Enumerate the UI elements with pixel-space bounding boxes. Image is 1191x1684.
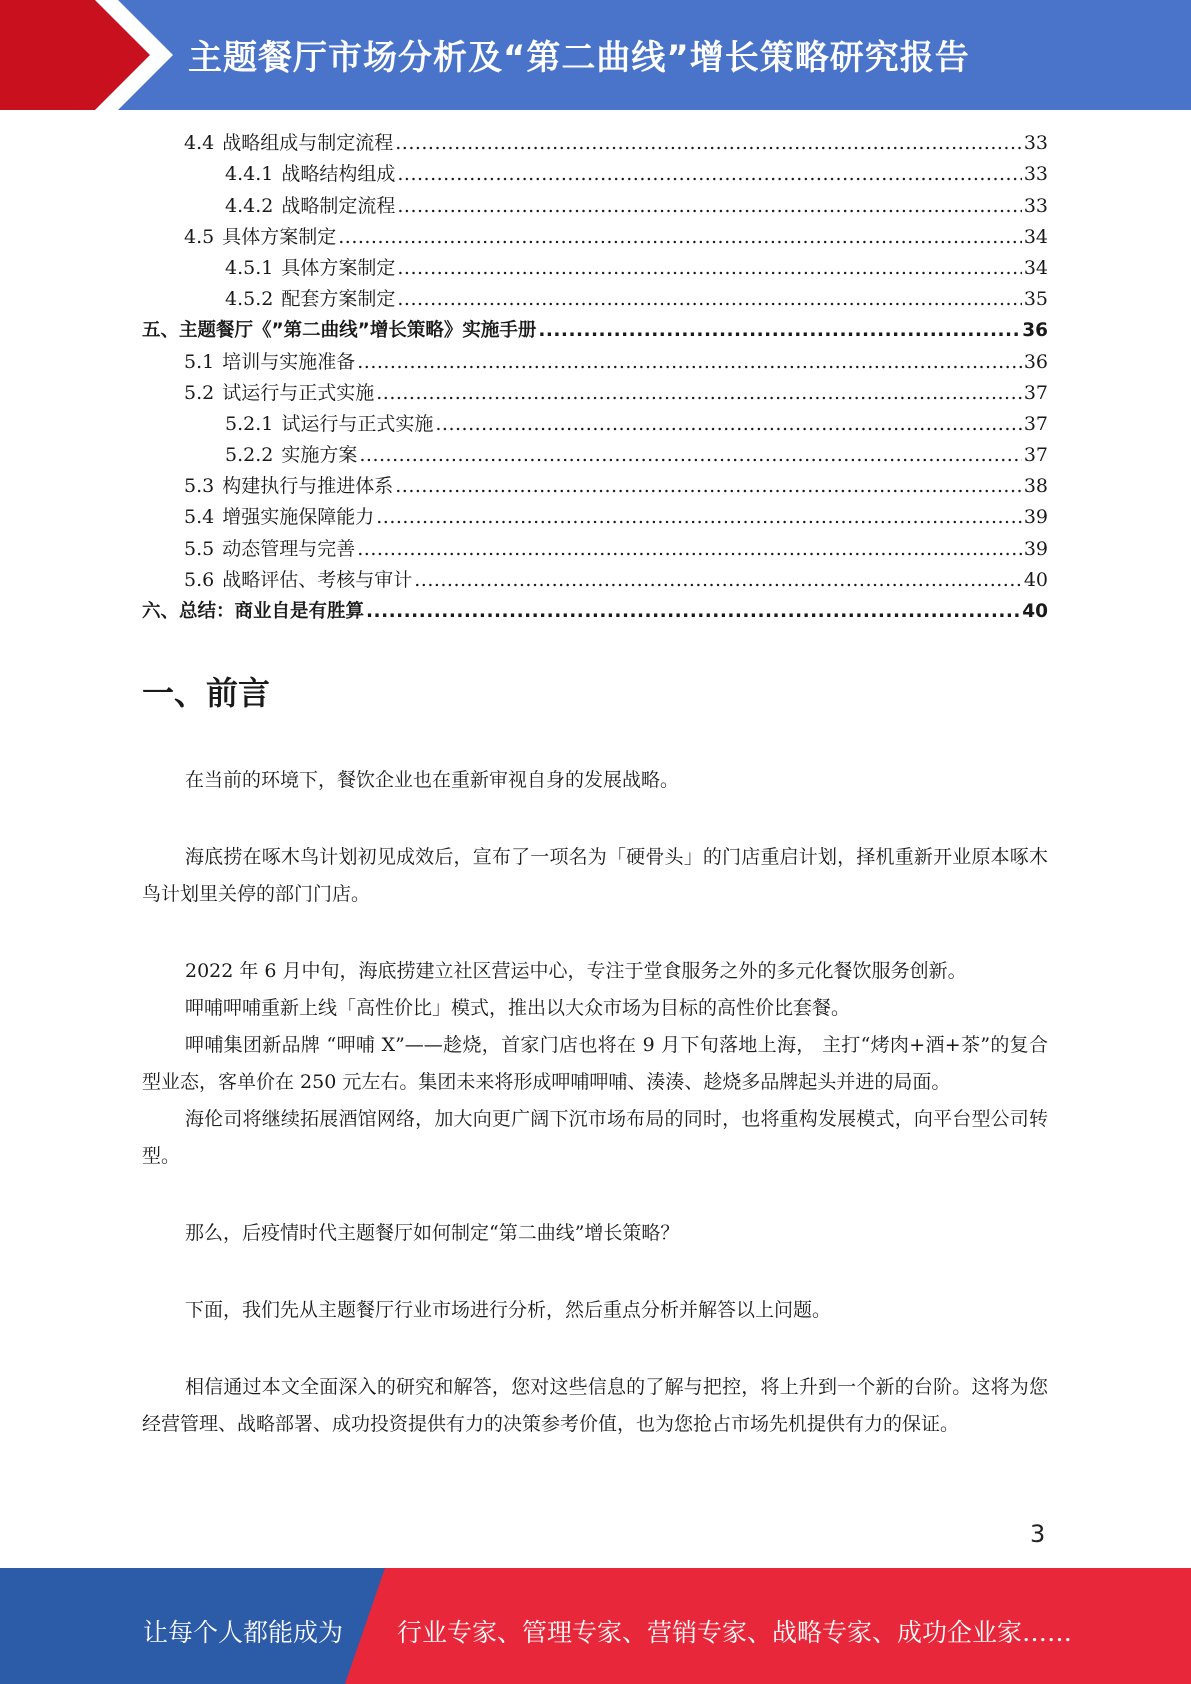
- toc-leader-dots: [538, 315, 1020, 346]
- toc-entry-title: 构建执行与推进体系: [222, 475, 394, 498]
- toc-leader-dots: [376, 378, 1022, 409]
- toc-entry-page: 39: [1023, 537, 1048, 560]
- toc-entry-page: 37: [1023, 444, 1048, 467]
- toc-entry-number: 5.4: [184, 506, 215, 529]
- toc-entry[interactable]: [142, 346, 1048, 377]
- toc-entry-number: 4.4: [184, 132, 215, 155]
- toc-entry[interactable]: [142, 315, 1048, 346]
- toc-entry-number: 5.6: [184, 568, 215, 591]
- page-footer: [0, 1568, 1191, 1684]
- toc-entry-number: 4.5.2: [225, 288, 274, 311]
- toc-entry-label: [142, 596, 366, 627]
- toc-entry-page: 38: [1023, 475, 1048, 498]
- toc-entry-label: [184, 128, 395, 159]
- page-number: 3: [1030, 1520, 1046, 1548]
- toc-entry-label: [225, 253, 397, 284]
- toc-leader-dots: [397, 159, 1021, 190]
- toc-entry-label: [184, 471, 395, 502]
- toc-entry-page: 40: [1022, 601, 1048, 622]
- toc-entry-page: 33: [1023, 132, 1048, 155]
- toc-entry[interactable]: [142, 596, 1048, 627]
- toc-leader-dots: [376, 502, 1022, 533]
- toc-entry-number: 4.5: [184, 225, 215, 248]
- paragraph: 那么，后疫情时代主题餐厅如何制定“第二曲线”增长策略？: [185, 1222, 680, 1244]
- toc-entry-label: [225, 191, 397, 222]
- toc-entry-title: 实施方案: [281, 444, 358, 467]
- toc-leader-dots: [414, 565, 1022, 596]
- toc-entry-title: 动态管理与完善: [222, 537, 356, 560]
- toc-entry-title: 试运行与正式实施: [222, 381, 375, 404]
- table-of-contents: [142, 128, 1048, 627]
- toc-leader-dots: [366, 596, 1020, 627]
- toc-entry[interactable]: [142, 253, 1048, 284]
- toc-entry-label: [184, 378, 376, 409]
- toc-entry-number: 5.5: [184, 537, 215, 560]
- toc-leader-dots: [338, 222, 1022, 253]
- paragraph: 海底捞在啄木鸟计划初见成效后，宣布了一项名为「硬骨头」的门店重启计划，择机重新开业原本啄木鸟计划里关停的部门门店。: [142, 846, 1048, 905]
- toc-leader-dots: [395, 471, 1022, 502]
- toc-entry-number: 5.3: [184, 475, 215, 498]
- toc-leader-dots: [395, 128, 1022, 159]
- toc-entry-page: 36: [1023, 350, 1048, 373]
- toc-entry-title: 战略制定流程: [281, 194, 396, 217]
- toc-entry-title: 配套方案制定: [281, 288, 396, 311]
- toc-entry-label: [184, 565, 414, 596]
- toc-leader-dots: [397, 253, 1021, 284]
- toc-entry-label: [184, 502, 376, 533]
- toc-entry-title: 战略结构组成: [281, 163, 396, 186]
- toc-entry-number: 5.1: [184, 350, 215, 373]
- toc-entry-number: 5.2: [184, 381, 215, 404]
- toc-entry[interactable]: [142, 409, 1048, 440]
- toc-entry-page: 35: [1023, 288, 1048, 311]
- body-text: [142, 762, 1048, 1443]
- toc-entry-page: 37: [1023, 412, 1048, 435]
- toc-entry-label: [142, 315, 538, 346]
- toc-entry[interactable]: [142, 502, 1048, 533]
- toc-entry-page: 36: [1022, 320, 1048, 342]
- report-title: 主题餐厅市场分析及“第二曲线”增长策略研究报告: [188, 38, 970, 78]
- toc-entry-number: 5.2.2: [225, 444, 274, 467]
- toc-entry[interactable]: [142, 190, 1048, 221]
- toc-leader-dots: [397, 191, 1021, 222]
- toc-entry[interactable]: [142, 440, 1048, 471]
- toc-entry-title: 具体方案制定: [281, 256, 396, 279]
- toc-entry-label: [225, 440, 359, 471]
- page-header: [0, 0, 1191, 110]
- toc-entry-number: 5.2.1: [225, 412, 274, 435]
- toc-entry[interactable]: [142, 222, 1048, 253]
- toc-entry-label: [184, 347, 357, 378]
- section-heading: 一、前言: [142, 674, 271, 712]
- paragraph: 呷哺集团新品牌 “呷哺 X”——趁烧，首家门店也将在 9 月下旬落地上海， 主打“烤肉+酒+茶”的复合型业态，客单价在 250 元左右。集团未来将形成呷哺呷哺、湊湊、趁烧多品牌起头并进的局面。: [142, 1034, 1048, 1093]
- toc-entry-page: 33: [1023, 163, 1048, 186]
- toc-entry-title: 六、总结：商业自是有胜算: [142, 601, 365, 622]
- paragraph: 海伦司将继续拓展酒馆网络，加大向更广阔下沉市场布局的同时，也将重构发展模式，向平台型公司转型。: [142, 1108, 1048, 1167]
- paragraph: 呷哺呷哺重新上线「高性价比」模式，推出以大众市场为目标的高性价比套餐。: [185, 997, 851, 1019]
- toc-entry-page: 34: [1023, 225, 1048, 248]
- paragraph: 2022 年 6 月中旬，海底捞建立社区营运中心，专注于堂食服务之外的多元化餐饮服务创新。: [185, 960, 967, 982]
- toc-leader-dots: [359, 440, 1021, 471]
- toc-entry-title: 战略组成与制定流程: [222, 132, 394, 155]
- toc-entry-page: 40: [1023, 568, 1048, 591]
- toc-entry-title: 培训与实施准备: [222, 350, 356, 373]
- toc-entry-number: 4.4.2: [225, 194, 274, 217]
- paragraph: 在当前的环境下，餐饮企业也在重新审视自身的发展战略。: [185, 769, 680, 791]
- toc-entry-label: [225, 159, 397, 190]
- toc-entry-number: 4.5.1: [225, 256, 274, 279]
- toc-leader-dots: [357, 347, 1022, 378]
- toc-entry-page: 39: [1023, 506, 1048, 529]
- toc-entry-label: [184, 222, 338, 253]
- toc-entry-label: [184, 534, 357, 565]
- toc-entry[interactable]: [142, 159, 1048, 190]
- toc-entry-label: [225, 409, 435, 440]
- toc-entry[interactable]: [142, 284, 1048, 315]
- toc-entry-title: 具体方案制定: [222, 225, 337, 248]
- toc-entry-title: 增强实施保障能力: [222, 506, 375, 529]
- toc-entry-number: 4.4.1: [225, 163, 274, 186]
- footer-slogan-right: 行业专家、管理专家、营销专家、战略专家、成功企业家……: [397, 1618, 1073, 1647]
- toc-entry-title: 战略评估、考核与审计: [222, 568, 413, 591]
- toc-leader-dots: [357, 534, 1022, 565]
- paragraph: 下面，我们先从主题餐厅行业市场进行分析，然后重点分析并解答以上问题。: [185, 1299, 832, 1321]
- toc-entry[interactable]: [142, 128, 1048, 159]
- toc-entry[interactable]: [142, 533, 1048, 564]
- toc-entry[interactable]: [142, 471, 1048, 502]
- toc-entry-label: [225, 284, 397, 315]
- toc-entry-title: 试运行与正式实施: [281, 412, 434, 435]
- toc-entry-title: 五、主题餐厅《”第二曲线”增长策略》实施手册: [142, 320, 537, 342]
- toc-entry-page: 37: [1023, 381, 1048, 404]
- toc-entry[interactable]: [142, 565, 1048, 596]
- footer-slogan-left: 让每个人都能成为: [143, 1618, 344, 1647]
- paragraph: 相信通过本文全面深入的研究和解答，您对这些信息的了解与把控，将上升到一个新的台阶。这将为您经营管理、战略部署、成功投资提供有力的决策参考价值，也为您抢占市场先机提供有力的保证。: [142, 1376, 1048, 1435]
- toc-entry-page: 34: [1023, 256, 1048, 279]
- toc-leader-dots: [435, 409, 1021, 440]
- toc-entry-page: 33: [1023, 194, 1048, 217]
- toc-entry[interactable]: [142, 378, 1048, 409]
- toc-leader-dots: [397, 284, 1021, 315]
